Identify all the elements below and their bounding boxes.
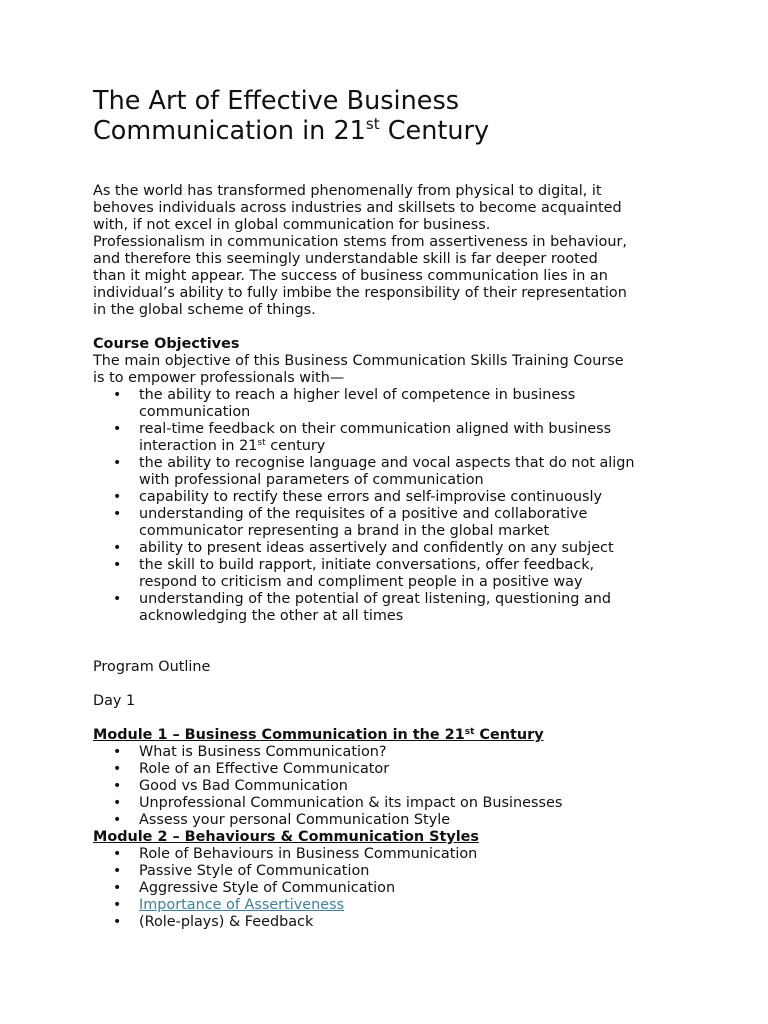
module-1-list bbox=[93, 744, 693, 829]
list-item-text: Assess your personal Communication Style bbox=[139, 812, 451, 828]
intro-line: and therefore this seemingly understandable skill is far deeper rooted bbox=[93, 251, 598, 267]
list-item bbox=[93, 455, 693, 489]
list-item bbox=[93, 761, 693, 778]
list-item bbox=[93, 914, 693, 931]
intro-line: Professionalism in communication stems from assertiveness in behaviour, bbox=[93, 234, 627, 250]
superscript: st bbox=[464, 727, 475, 737]
list-item-text: Aggressive Style of Communication bbox=[139, 880, 396, 896]
title-line-1: The Art of Effective Business bbox=[93, 86, 460, 116]
module-1-title-suffix: Century bbox=[479, 727, 544, 743]
title-line-2-suffix: Century bbox=[379, 116, 490, 146]
list-item bbox=[93, 897, 693, 914]
list-item bbox=[93, 846, 693, 863]
list-item-text: the skill to build rapport, initiate conversations, offer feedback, bbox=[139, 557, 595, 573]
list-item bbox=[93, 506, 693, 540]
day-label: Day 1 bbox=[93, 693, 136, 709]
intro-paragraph bbox=[93, 183, 683, 319]
list-item-text: the ability to reach a higher level of competence in business bbox=[139, 387, 576, 403]
list-item bbox=[93, 863, 693, 880]
list-item-text: with professional parameters of communication bbox=[139, 472, 484, 488]
title-superscript: st bbox=[365, 115, 380, 133]
bullet-icon: • bbox=[113, 744, 122, 760]
superscript: st bbox=[257, 438, 266, 448]
list-item bbox=[93, 421, 693, 455]
bullet-icon: • bbox=[113, 540, 122, 556]
list-item-text-suffix: century bbox=[265, 438, 326, 454]
list-item-text-prefix: interaction in 21 bbox=[139, 438, 258, 454]
bullet-icon: • bbox=[113, 897, 122, 913]
list-item-text: ability to present ideas assertively and confidently on any subject bbox=[139, 540, 614, 556]
objectives-lead-line: The main objective of this Business Communication Skills Training Course bbox=[93, 353, 624, 369]
bullet-icon: • bbox=[113, 455, 122, 471]
bullet-icon: • bbox=[113, 761, 122, 777]
list-item-text: communication bbox=[139, 404, 251, 420]
list-item-text: the ability to recognise language and vocal aspects that do not align bbox=[139, 455, 635, 471]
module-2-list bbox=[93, 846, 693, 931]
bullet-icon: • bbox=[113, 506, 122, 522]
list-item-text: capability to rectify these errors and self-improvise continuously bbox=[139, 489, 603, 505]
importance-of-assertiveness-link[interactable]: Importance of Assertiveness bbox=[139, 897, 345, 913]
list-item-text: What is Business Communication? bbox=[139, 744, 387, 760]
bullet-icon: • bbox=[113, 387, 122, 403]
modules-section bbox=[93, 727, 693, 931]
intro-line: with, if not excel in global communication for business. bbox=[93, 217, 491, 233]
list-item bbox=[93, 880, 693, 897]
bullet-icon: • bbox=[113, 591, 122, 607]
bullet-icon: • bbox=[113, 880, 122, 896]
bullet-icon: • bbox=[113, 914, 122, 930]
list-item bbox=[93, 778, 693, 795]
list-item-text: Good vs Bad Communication bbox=[139, 778, 348, 794]
list-item-text: Role of Behaviours in Business Communication bbox=[139, 846, 478, 862]
intro-line: As the world has transformed phenomenally from physical to digital, it bbox=[93, 183, 602, 199]
program-outline-heading: Program Outline bbox=[93, 659, 211, 675]
bullet-icon: • bbox=[113, 863, 122, 879]
title-line-2 bbox=[93, 116, 489, 146]
objectives-lead-line: is to empower professionals with— bbox=[93, 370, 345, 386]
bullet-icon: • bbox=[113, 557, 122, 573]
module-1-title-text: Module 1 – Business Communication in the 21 bbox=[93, 727, 465, 743]
list-item-text: understanding of the potential of great listening, questioning and bbox=[139, 591, 612, 607]
list-item-text: understanding of the requisites of a positive and collaborative bbox=[139, 506, 588, 522]
list-item-text: communicator representing a brand in the global market bbox=[139, 523, 550, 539]
bullet-icon: • bbox=[113, 778, 122, 794]
bullet-icon: • bbox=[113, 489, 122, 505]
list-item bbox=[93, 744, 693, 761]
list-item-text: respond to criticism and compliment people in a positive way bbox=[139, 574, 583, 590]
list-item bbox=[93, 812, 693, 829]
title-line-2-prefix: Communication in 21 bbox=[93, 116, 366, 146]
intro-line: than it might appear. The success of business communication lies in an bbox=[93, 268, 608, 284]
objectives-list bbox=[93, 387, 693, 625]
intro-line: behoves individuals across industries and skillsets to become acquainted bbox=[93, 200, 622, 216]
bullet-icon: • bbox=[113, 421, 122, 437]
bullet-icon: • bbox=[113, 846, 122, 862]
list-item bbox=[93, 795, 693, 812]
list-item bbox=[93, 557, 693, 591]
module-2-title: Module 2 – Behaviours & Communication Styles bbox=[93, 829, 479, 845]
list-item-text: acknowledging the other at all times bbox=[139, 608, 404, 624]
list-item-text: Unprofessional Communication & its impact on Businesses bbox=[139, 795, 563, 811]
list-item bbox=[93, 387, 693, 421]
list-item-text: real-time feedback on their communication aligned with business bbox=[139, 421, 612, 437]
intro-line: in the global scheme of things. bbox=[93, 302, 316, 318]
list-item-text bbox=[139, 897, 693, 914]
list-item-text: Passive Style of Communication bbox=[139, 863, 370, 879]
document-title bbox=[93, 86, 489, 146]
bullet-icon: • bbox=[113, 812, 122, 828]
list-item bbox=[93, 591, 693, 625]
list-item-text bbox=[139, 438, 693, 455]
list-item-text: Role of an Effective Communicator bbox=[139, 761, 390, 777]
bullet-icon: • bbox=[113, 795, 122, 811]
course-objectives-heading: Course Objectives bbox=[93, 336, 240, 352]
intro-line: individual’s ability to fully imbibe the responsibility of their representation bbox=[93, 285, 627, 301]
module-1-title bbox=[93, 727, 693, 744]
list-item bbox=[93, 540, 693, 557]
course-objectives-section bbox=[93, 336, 693, 625]
list-item bbox=[93, 489, 693, 506]
list-item-text: (Role-plays) & Feedback bbox=[139, 914, 314, 930]
